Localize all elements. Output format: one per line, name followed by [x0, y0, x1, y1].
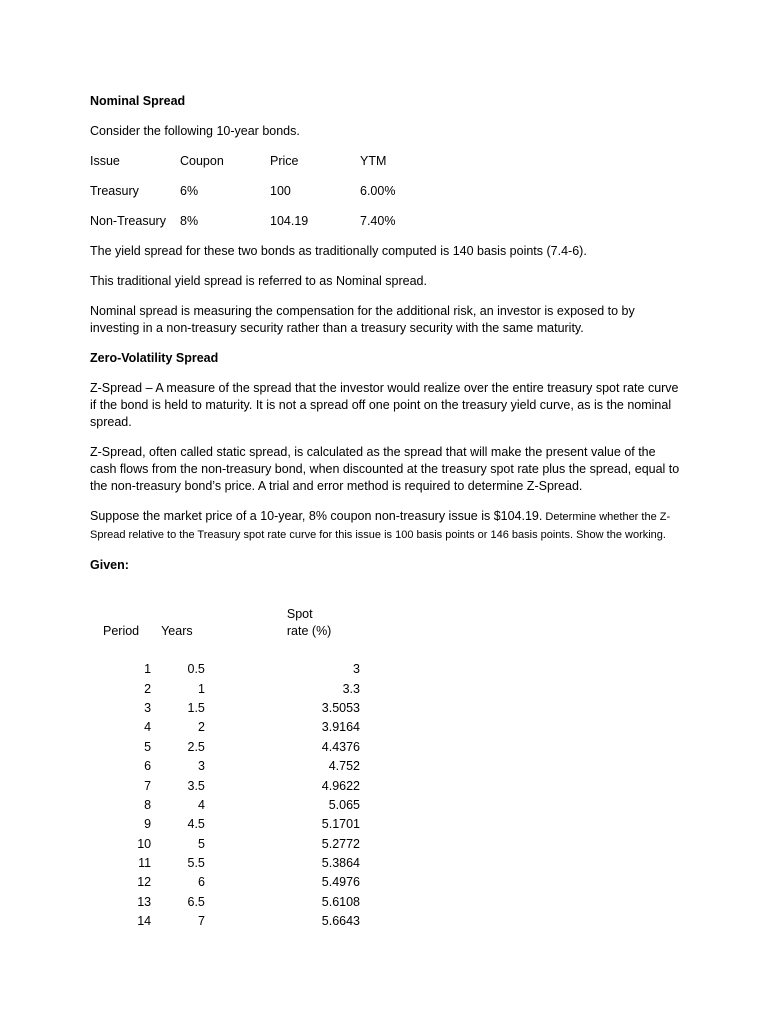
spot-table-row [90, 718, 360, 737]
spot-table-years-cell: 6.5 [187, 894, 205, 909]
bond-table-header-ytm: YTM [360, 154, 387, 168]
bond-table-cell: 6% [180, 184, 199, 198]
spot-table-period-cell: 14 [137, 914, 152, 929]
spot-table-years-cell: 6 [197, 875, 205, 890]
spot-table-rate-cell: 5.6643 [321, 914, 360, 929]
spot-table-row [90, 660, 360, 679]
nominal-spread-paragraph-3: Nominal spread is measuring the compensation for the additional risk, an investor is exposed to by investing in a non-treasury security rather than a treasury security with the same maturity. [90, 304, 635, 335]
spot-table-row [90, 776, 360, 795]
bond-table-cell: 100 [270, 184, 291, 198]
z-spread-heading: Zero-Volatility Spread [90, 351, 219, 365]
spot-table-row [90, 873, 360, 892]
spot-table-row [90, 738, 360, 757]
bond-table-cell: 6.00% [360, 184, 396, 198]
bond-table-header-row [90, 153, 450, 183]
spot-rate-table [90, 604, 360, 931]
spot-table-years-cell: 7 [197, 914, 205, 929]
spot-table-header-spot-rate [205, 604, 360, 640]
nominal-spread-paragraph-2: This traditional yield spread is referred to as Nominal spread. [90, 274, 427, 288]
spot-table-years-cell: 1 [197, 681, 205, 696]
z-spread-question-main: Suppose the market price of a 10-year, 8% coupon non-treasury issue is $104.19. [90, 509, 543, 523]
spot-table-period-cell: 2 [144, 681, 152, 696]
spot-table-period-cell: 8 [144, 797, 152, 812]
spot-table-period-cell: 11 [138, 856, 152, 871]
spot-table-rate-cell: 4.4376 [321, 739, 360, 754]
spot-table-years-cell: 1.5 [187, 700, 205, 715]
document-body [90, 93, 680, 587]
spot-table-years-cell: 4.5 [187, 817, 205, 832]
bond-table-cell: 8% [180, 214, 199, 228]
spot-table-rate-cell: 4.752 [328, 759, 360, 774]
spot-table-years-cell: 2 [197, 720, 205, 735]
spot-table-period-cell: 13 [137, 894, 152, 909]
spot-table-row [90, 835, 360, 854]
spot-table-years-cell: 3.5 [187, 778, 205, 793]
spot-table-period-cell: 5 [144, 739, 152, 754]
spot-table-years-cell: 0.5 [187, 662, 205, 677]
spot-table-years-cell: 4 [197, 797, 205, 812]
spot-table-years-cell: 5.5 [187, 856, 205, 871]
bond-table-header-issue: Issue [90, 154, 120, 168]
spot-rate-table-container [90, 604, 360, 931]
bond-table-cell: 104.19 [270, 214, 309, 228]
bond-table-cell: Non-Treasury [90, 214, 166, 228]
spot-table-rate-cell: 5.1701 [321, 817, 360, 832]
spot-table-years-cell: 3 [197, 759, 205, 774]
spot-table-row [90, 854, 360, 873]
spot-table-rate-cell: 5.3864 [321, 856, 360, 871]
spot-table-header-period: Period [103, 624, 140, 638]
bond-table-row [90, 213, 450, 243]
bond-table-header-coupon: Coupon [180, 154, 224, 168]
spot-table-header-years: Years [161, 624, 193, 638]
spot-table-period-cell: 6 [144, 759, 152, 774]
bond-table-cell: 7.40% [360, 214, 396, 228]
spot-table-spacer [90, 640, 360, 660]
given-label: Given: [90, 558, 129, 572]
spot-table-row [90, 815, 360, 834]
spot-table-rate-cell: 3.5053 [321, 700, 360, 715]
spot-table-rate-cell: 5.4976 [321, 875, 360, 890]
bond-table-header-price: Price [270, 154, 299, 168]
spot-table-rate-cell: 5.6108 [321, 894, 360, 909]
spot-table-years-cell: 5 [197, 836, 205, 851]
nominal-spread-heading: Nominal Spread [90, 94, 186, 108]
spot-table-period-cell: 9 [144, 817, 152, 832]
spot-table-period-cell: 1 [144, 662, 152, 677]
spot-table-body [90, 640, 360, 931]
bond-comparison-table [90, 153, 450, 243]
z-spread-question-task: Determine whether the Z-Spread relative to the Treasury spot rate curve for this issue is 100 basis points or 146 basis points. Show the working. [90, 511, 671, 541]
bond-table-cell: Treasury [90, 184, 139, 198]
spot-table-header-row [90, 604, 360, 640]
nominal-spread-paragraph-1: The yield spread for these two bonds as traditionally computed is 140 basis points (7.4-6). [90, 244, 587, 258]
spot-table-period-cell: 7 [144, 778, 152, 793]
spot-table-header-spot-line1: Spot [286, 607, 313, 621]
z-spread-paragraph-1: Z-Spread – A measure of the spread that the investor would realize over the entire treasury spot rate curve if the bond is held to maturity. It is not a spread off one point on the treasury yield curve, as is the nominal spread. [90, 381, 679, 429]
spot-table-rate-cell: 3.3 [342, 681, 360, 696]
spot-table-rate-cell: 5.065 [328, 797, 360, 812]
spot-table-row [90, 796, 360, 815]
spot-table-rate-cell: 3 [353, 662, 360, 677]
spot-table-row [90, 699, 360, 718]
spot-table-period-cell: 4 [144, 720, 152, 735]
spot-table-row [90, 893, 360, 912]
nominal-spread-intro: Consider the following 10-year bonds. [90, 124, 300, 138]
spot-table-header-spot-line2: rate (%) [286, 624, 332, 638]
spot-table-period-cell: 3 [144, 700, 152, 715]
z-spread-question [90, 508, 680, 544]
bond-table-row [90, 183, 450, 213]
spot-table-row [90, 679, 360, 698]
spot-table-rate-cell: 3.9164 [321, 720, 360, 735]
spot-table-rate-cell: 5.2772 [321, 836, 360, 851]
spot-table-years-cell: 2.5 [187, 739, 205, 754]
spot-table-period-cell: 10 [137, 836, 152, 851]
spot-table-row [90, 757, 360, 776]
spot-table-rate-cell: 4.9622 [321, 778, 360, 793]
spot-table-row [90, 912, 360, 931]
z-spread-paragraph-2: Z-Spread, often called static spread, is calculated as the spread that will make the present value of the cash flows from the non-treasury bond, when discounted at the treasury spot rate plus the spread, equal to the non-treasury bond’s price. A trial and error method is required to determine Z-Spread. [90, 445, 680, 493]
spot-table-period-cell: 12 [137, 875, 152, 890]
